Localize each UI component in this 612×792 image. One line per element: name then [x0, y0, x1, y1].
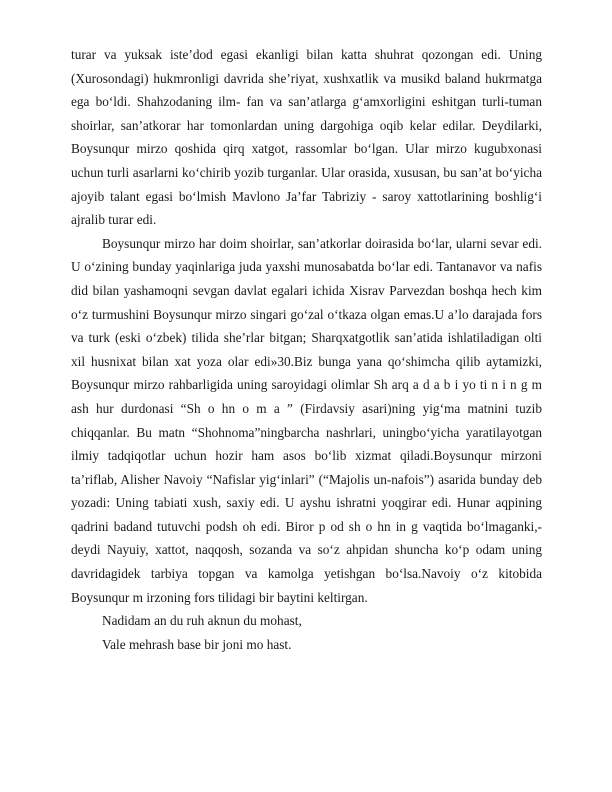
body-paragraph-1: turar va yuksak iste’dod egasi ekanligi bilan katta shuhrat qozongan edi. Uning (Xurosondagi) hukmronligi davrida she’riyat, xushxatlik va musikd baland hukrmatga ega bo‘ldi. Shahzodaning ilm- fan va san’atlarga g‘amxorligini eshitgan turli-tuman shoirlar, san’atkorar har tomonlardan uning dargohiga oqib kelar edilar. Deydilarki, Boysunqur mirzo qoshida qirq xatgot, rassomlar bo‘lgan. Ular mirzo kugubxonasi uchun turli asarlarni ko‘chirib yozib turganlar. Ular orasida, xususan, bu san’at bo‘yicha ajoyib talant egasi bo‘lmish Mavlono Ja’far Tabriziy - saroy xattotlarining boshlig‘i ajralib turar edi.	[71, 47, 542, 228]
body-paragraph-2: Boysunqur mirzo har doim shoirlar, san’atkorlar doirasida bo‘lar, ularni sevar edi. U o‘zining bunday yaqinlariga juda yaxshi munosabatda bo‘lar edi. Tantanavor va nafis did bilan yashamoqni sevgan davlat egalari ichida Xisrav Parvezdan boshqa hech kim o‘z turmushini Boysunqur mirzo singari go‘zal o‘tkaza olgan emas.U a’lo darajada fors va turk (eski o‘zbek) tilida she’rlar bitgan; Sharqxatgotlik san’atida ishlatiladigan olti xil husnixat bilan xat yoza olar edi»30.Biz bunga yana qo‘shimcha qilib aytamizki, Boysunqur mirzo rahbarligida uning saroyidagi olimlar Sh arq a d a b i yo ti n i n g m ash hur durdonasi “Sh o hn o m a ” (Firdavsiy asari)ning yig‘ma matnini tuzib chiqqanlar. Bu matn “Shohnoma”ningbarcha nashrlari, uningbo‘yicha yaratilayotgan ilmiy tadqiqotlar uchun hozir ham asos bo‘lib xizmat qiladi.Boysunqur mirzoni ta’riflab, Alisher Navoiy “Nafislar yig‘inlari” (“Majolis un-nafois”) asarida bunday deb yozadi: Uning tabiati xush, saxiy edi. U ayshu ishratni yoqgirar edi. Hunar aqpining qadrini badand tutuvchi podsh oh edi. Biror p od sh o hn in g vaqtida bo‘lmaganki,- deydi Nayuiy, xattot, naqqosh, sozanda va so‘z ahpidan shuncha ko‘p odam uning davridagidek tarbiya topgan va kamolga yetishgan bo‘lsa.Navoiy o‘z kitobida Boysunqur m irzoning fors tilidagi bir baytini keltirgan.	[71, 235, 542, 605]
verse-line-1: Nadidam an du ruh aknun du mohast,	[102, 613, 302, 629]
verse-line-2: Vale mehrash base bir joni mo hast.	[102, 636, 292, 652]
document-page	[71, 43, 542, 656]
